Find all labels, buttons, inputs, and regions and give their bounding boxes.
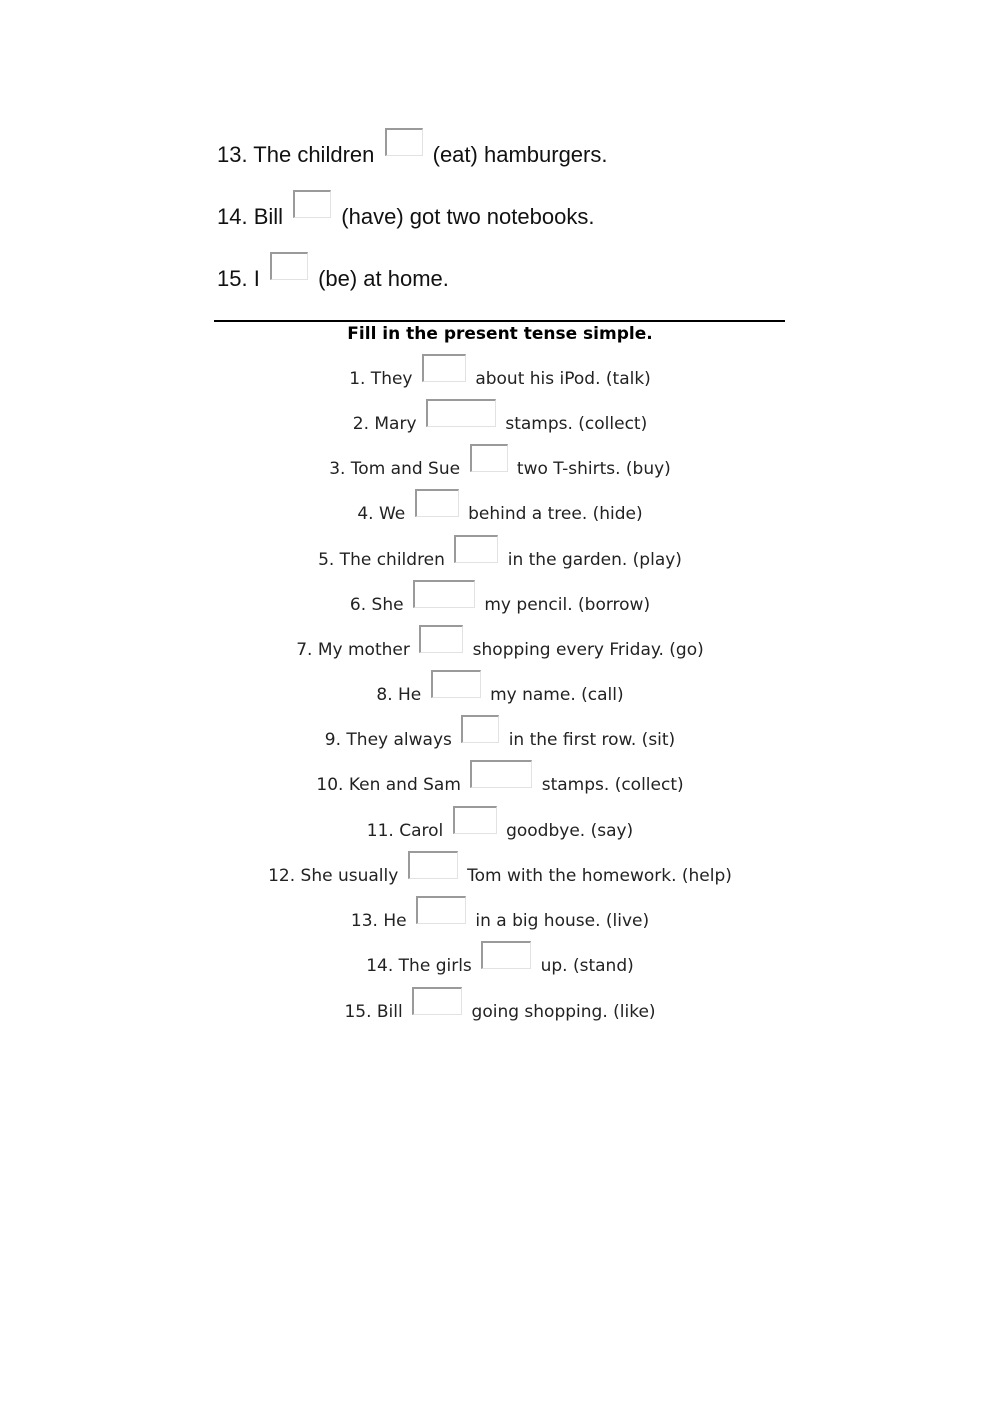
sentence-start: 12. She usually (268, 866, 399, 886)
sentence-start: 7. My mother (296, 640, 410, 660)
answer-input[interactable] (470, 444, 508, 472)
sentence-start: 13. He (350, 911, 407, 931)
top-exercise-item (217, 264, 449, 294)
answer-input[interactable] (293, 190, 331, 218)
sentence-start: 6. She (349, 595, 404, 615)
exercise-item (0, 411, 1000, 437)
sentence-start: 15. I (217, 266, 260, 291)
sentence-start: 13. The children (217, 142, 375, 167)
sentence-end: (have) got two notebooks. (341, 204, 595, 229)
answer-input[interactable] (416, 896, 466, 924)
answer-input[interactable] (481, 941, 531, 969)
sentence-start: 14. Bill (217, 204, 284, 229)
answer-input[interactable] (408, 851, 458, 879)
sentence-start: 14. The girls (366, 956, 472, 976)
sentence-end: stamps. (collect) (505, 414, 648, 434)
sentence-start: 15. Bill (344, 1002, 403, 1022)
sentence-end: about his iPod. (talk) (475, 369, 651, 389)
top-exercise-item (217, 202, 594, 232)
answer-input[interactable] (453, 806, 497, 834)
exercise-item (0, 592, 1000, 618)
exercise-item (0, 908, 1000, 934)
sentence-end: Tom with the homework. (help) (467, 866, 732, 886)
answer-input[interactable] (422, 354, 466, 382)
sentence-start: 10. Ken and Sam (316, 775, 461, 795)
sentence-start: 5. The children (318, 550, 445, 570)
answer-input[interactable] (419, 625, 463, 653)
answer-input[interactable] (385, 128, 423, 156)
exercise-item (0, 727, 1000, 753)
sentence-end: (eat) hamburgers. (432, 142, 608, 167)
sentence-end: my name. (call) (490, 685, 624, 705)
answer-input[interactable] (470, 760, 532, 788)
section-divider (214, 320, 785, 322)
answer-input[interactable] (454, 535, 498, 563)
answer-input[interactable] (415, 489, 459, 517)
sentence-end: up. (stand) (540, 956, 634, 976)
sentence-start: 1. They (349, 369, 413, 389)
sentence-start: 8. He (376, 685, 422, 705)
top-exercise-item (217, 140, 607, 170)
exercise-item (0, 863, 1000, 889)
exercise-item (0, 818, 1000, 844)
exercise-item (0, 682, 1000, 708)
answer-input[interactable] (412, 987, 462, 1015)
answer-input[interactable] (270, 252, 308, 280)
exercise-item (0, 547, 1000, 573)
exercise-item (0, 953, 1000, 979)
sentence-end: in the garden. (play) (507, 550, 682, 570)
exercise-item (0, 772, 1000, 798)
section-title: Fill in the present tense simple. (347, 324, 653, 344)
exercise-item (0, 637, 1000, 663)
exercise-item (0, 366, 1000, 392)
exercise-item (0, 501, 1000, 527)
answer-input[interactable] (426, 399, 496, 427)
exercise-item (0, 456, 1000, 482)
sentence-start: 3. Tom and Sue (329, 459, 461, 479)
sentence-end: behind a tree. (hide) (468, 504, 643, 524)
answer-input[interactable] (461, 715, 499, 743)
sentence-end: two T-shirts. (buy) (516, 459, 671, 479)
exercise-item (0, 999, 1000, 1025)
sentence-start: 2. Mary (352, 414, 417, 434)
sentence-start: 11. Carol (366, 821, 444, 841)
sentence-end: in the first row. (sit) (508, 730, 676, 750)
answer-input[interactable] (431, 670, 481, 698)
sentence-end: shopping every Friday. (go) (472, 640, 704, 660)
sentence-end: goodbye. (say) (506, 821, 634, 841)
sentence-end: my pencil. (borrow) (484, 595, 651, 615)
sentence-start: 9. They always (324, 730, 452, 750)
sentence-end: stamps. (collect) (541, 775, 684, 795)
answer-input[interactable] (413, 580, 475, 608)
sentence-end: (be) at home. (318, 266, 449, 291)
sentence-end: in a big house. (live) (475, 911, 650, 931)
sentence-start: 4. We (357, 504, 406, 524)
sentence-end: going shopping. (like) (471, 1002, 656, 1022)
